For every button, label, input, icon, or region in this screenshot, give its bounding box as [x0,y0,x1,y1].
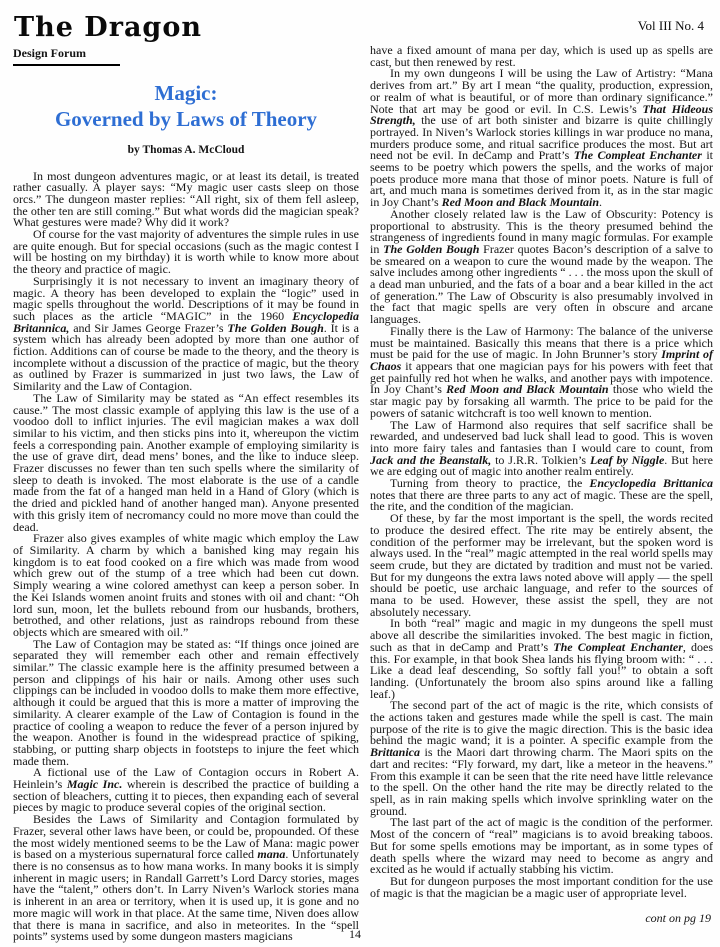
paragraph: A fictional use of the Law of Contagion occurs in Robert A. Heinlein’s Magic Inc. wherein is described the practice of building a section of bleachers, cutting it to pieces, then expanding each of several pieces by magic to produce several copies of the original section. [13,765,360,815]
paragraph: The Law of Contagion may be stated as: “If things once joined are separated they will remember each other and remain effectively similar.” The classic example here is the affinity presumed between a person and clippings of his hair or nails. Among other uses such clippings can be included in voodoo dolls to make them more effective, although it could be argued that this is more a matter of improving the similarity. A clearer example of the Law of Contagion is found in the practice of cooling a weapon to reduce the fever of a person injured by the weapon. Another is found in the widespread practice of spiking, stabbing, or putting sharp objects in footsteps to injure the feet which made them. [13,636,359,768]
paragraph: Besides the Laws of Similarity and Contagion formulated by Frazer, several other laws have been, or could be, propounded. Of these the most widely mentioned seems to be the Law of Mana: magic power is based on a mysterious supernatural force called mana. Unfortunately there is no consensus as to how mana works. In many books it is simply inherent in magic users; in Randall Garrett’s Lord Darcy stories, mages have the “talent,” others don’t. In Larry Niven’s Warlock stories mana is inherent in an area or territory, when it is used up, it is gone and no more magic will work in that place. At the same time, Niven does allow that there is mana in sacrifice, and also in meteorites. In the “spell points” systems used by some dungeon masters magicians [13,812,360,944]
article-body [13,44,713,943]
page-number: 14 [349,927,361,941]
paragraph: The Law of Similarity may be stated as “An effect resembles its cause.” The most classic example of applying this law is the use of a voodoo doll to inflict injuries. The evil magician makes a wax doll similar to his victim, and then sticks pins into it, whereupon the victim feels a corresponding pain. Another example of employing similarity is the use of grave dirt, dead mens’ bones, and the like to induce sleep. Frazer discusses no fewer than ten such spells where the similarity of sleep to death is invoked. The most elaborate is the use of a candle made from the fat of a hanged man held in a Hand of Glory (which is the dried and pickled hand of another hanged man). Anyone presented with this grisly item of necromancy could no more move than could the dead. [13,390,359,534]
paragraph: Turning from theory to practice, the Encyclopedia Brittanica notes that there are three parts to any act of magic. These are the spell, the rite, and the condition of the magician. [370,476,713,514]
paragraph: Of these, by far the most important is the spell, the words recited to produce the desired effect. The rite may be entirely absent, the condition of the performer may be irrelevant, but the spoken word is always used. In the “real” magic attempted in the real world spells may seem crude, but they are dictated by tradition and must not be varied. But for my dungeons the extra laws noted above will apply — the spell should be poetic, use archaic language, and refer to the sources of mana to be used. However, these assist the spell, they are not absolutely necessary. [370,511,713,619]
paragraph: Another closely related law is the Law of Obscurity: Potency is proportional to abstrusity. This is the theory presumed behind the strangeness of ingredients found in many magic formulas. For example in The Golden Bough Frazer quotes Bacon’s description of a salve to be smeared on a weapon to cure the wound made by the weapon. The salve includes among other ingredients “ . . . the moss upon the skull of a dead man unburied, and the fats of a boar and a bear killed in the act of generation.” The Law of Obscurity is also presumably involved in the fact that magic spells are very often in obscure and arcane languages. [370,206,713,327]
paragraph: Surprisingly it is not necessary to invent an imaginary theory of magic. A theory has been developed to explain the “logic” used in magic spells throughout the world. Descriptions of it may be found in such places as the article “MAGIC” in the 1960 Encyclopedia Britannica, and Sir James George Frazer’s The Golden Bough. It is a system which has already been adopted by more than one author of fiction. Additions can of course be made to the theory, and the theory is incomplete without a discussion of the practice of magic, but the theory as outlined by Frazer is summarized in just two laws, the Law of Similarity and the Law of Contagion. [13,273,359,394]
paragraph: Frazer also gives examples of white magic which employ the Law of Similarity. A charm by which a banished king may regain his kingdom is to eat food cooked on a fire which was made from wood which grew out of the stump of a tree which had been cut down. Simply wearing a wine colored amethyst can keep a person sober. In the Kei Islands women anoint fruits and stones with oil and chant: “Oh lord sun, moon, let the bullets rebound from our husbands, brothers, betrothed, and other relations, just as raindrops rebound from these objects which are smeared with oil.” [13,531,359,639]
right-column [370,44,713,943]
volume-label: Vol III No. 4 [637,18,704,33]
right-column-text [370,45,713,899]
article-title [13,80,359,133]
paragraph: In both “real” magic and magic in my dungeons the spell must above all describe the similarities invoked. The best magic in fiction, such as that in deCamp and Pratt’s The Compleat Enchanter, does this. For example, in that book Shea lands his flying broom with: “ . . . Like a dead leaf descending, So softly fall you!” to obtain a soft landing. (Unfortunately the broom also spins around like a falling leaf.) [370,616,714,701]
paragraph: Finally there is the Law of Harmony: The balance of the universe must be maintained. Basically this means that there is a price which must be paid for the use of magic. In John Brunner’s story Imprint of Chaos it appears that one magician pays for his powers with feet that get painfully red hot when he walks, and another pays with impotence. In Joy Chant’s Red Moon and Black Mountain those who wield the star magic pay by forsaking all warmth. The price to be paid for the powers of satanic witchcraft is too well known to mention. [370,323,713,420]
paragraph: The last part of the act of magic is the condition of the performer. Most of the concern of “real” magicians is to avoid breaking taboos. But for some spells emotions may be important, as in some types of death spells where the wizard may need to become as angry and excited as he would if actually stabbing his victim. [370,815,713,877]
paragraph: In most dungeon adventures magic, or at least its detail, is treated rather casually. A player says: “My magic user casts sleep on those orcs.” The dungeon master replies: “All right, six of them fell asleep, the other ten are still coming.” But what words did the magician speak? What gestures were made? Why did it work? [13,168,359,230]
paragraph: In my own dungeons I will be using the Law of Artistry: “Mana derives from art.” By art I mean “the quality, production, expression, or realm of what is beautiful, or of more than ordinary significance.” Note that art may be good or evil. In C.S. Lewis’s That Hideous Strength, the use of art both sinister and bizarre is quite chillingly portrayed. In Niven’s Warlock stories killings in war produce no mana, murders produce some, and ritual sacrifice produces the most. But art need not be evil. In deCamp and Pratt’s The Compleat Enchanter it seems to be poetry which powers the spells, and the works of major poets produce more mana that those of minor poets. Nature is full of art, and much mana is sometimes derived from it, as in the star magic in Joy Chant’s Red Moon and Black Mountain. [370,66,714,210]
continuation-note: cont on pg 19 [645,911,711,926]
paragraph: The second part of the act of magic is the rite, which consists of the actions taken and gestures made while the spell is cast. The main purpose of the rite is to give the magic direction. This is the basic idea behind the magic wand; it is a pointer. A specific example from the Brittanica is the Maori dart throwing charm. The Maori spits on the dart and recites: “Fly forward, my dart, like a meteor in the heavens.” From this example it can be seen that the rite need have little relevance to the spell. On the other hand the rite may be directly related to the spell, as in rain making spells which involve sprinkling water on the ground. [370,698,713,818]
article-title-line2: Governed by Laws of Theory [54,107,318,132]
paragraph: have a fixed amount of mana per day, which is used up as spells are cast, but then renewed by rest. [370,43,713,69]
section-label: Design Forum [13,46,120,66]
byline: by Thomas A. McCloud [127,143,245,156]
paragraph: Of course for the vast majority of adventures the simple rules in use are quite enough. But for special occasions (such as the magic contest I will be hosting on my birthday) it is worth while to know more about the theory and practice of magic. [13,227,359,277]
paragraph: But for dungeon purposes the most important condition for the use of magic is that the magician be a magic user of appropriate level. [370,873,713,900]
paragraph: The Law of Harmond also requires that self sacrifice shall be rewarded, and undeserved bad luck shall lead to good. This is woven into more fairy tales and fantasies than I would care to count, from Jack and the Beanstalk, to J.R.R. Tolkien’s Leaf by Niggle. But here we are edging out of magic into another realm entirely. [370,417,713,479]
article-title-line1: Magic: [154,81,218,105]
left-column [13,44,359,943]
left-column-text [13,168,360,944]
masthead-logo: The Dragon [14,12,202,43]
